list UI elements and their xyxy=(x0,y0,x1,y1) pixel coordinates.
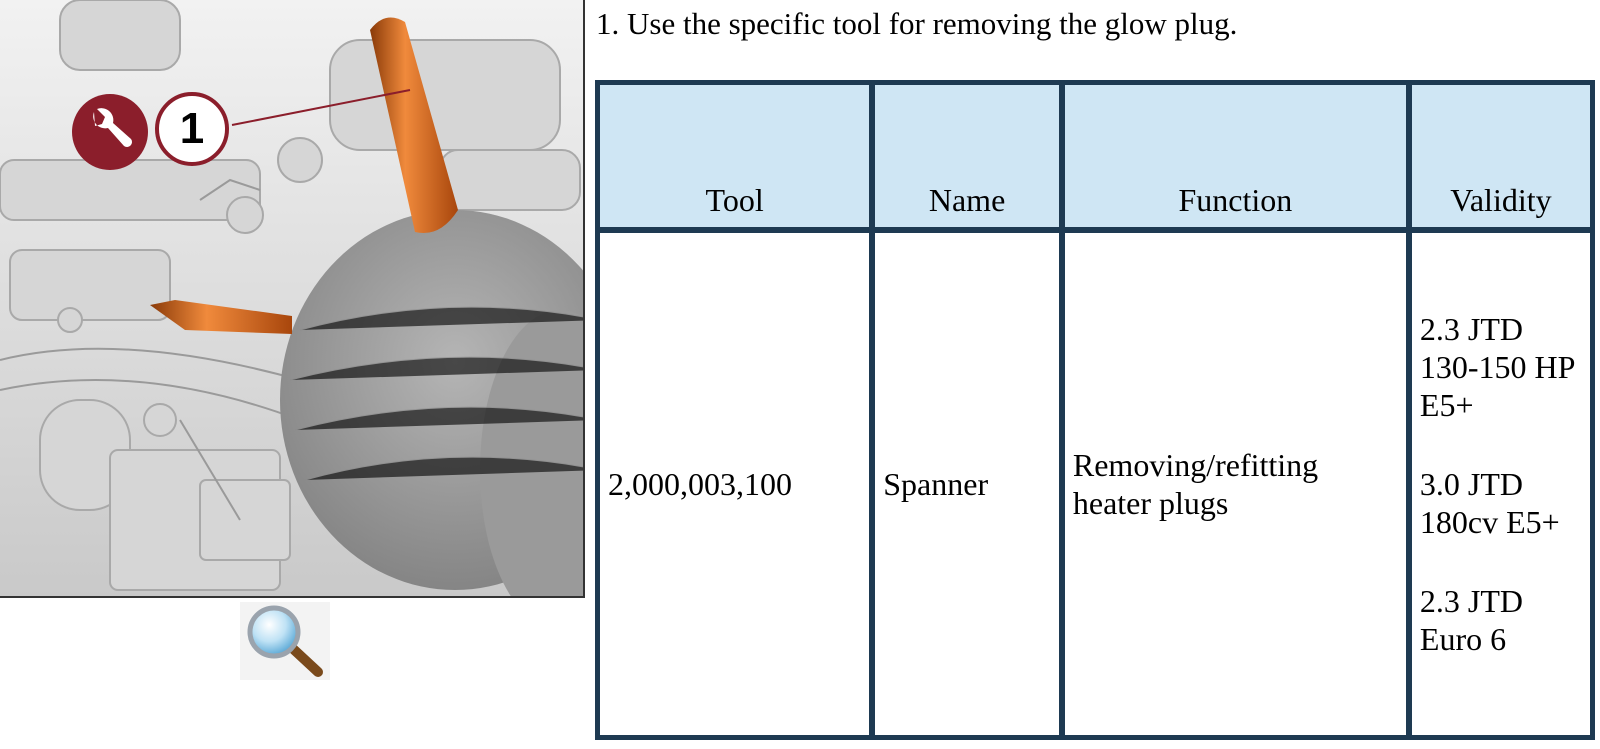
validity-item: 3.0 JTD 180cv E5+ xyxy=(1419,465,1560,541)
wrench-icon xyxy=(70,92,150,172)
zoom-button[interactable] xyxy=(240,602,330,680)
instruction-text: 1. Use the specific tool for removing the glow plug. xyxy=(596,6,1238,41)
validity-item: 2.3 JTD 130-150 HP E5+ xyxy=(1419,310,1575,424)
header-validity: Validity xyxy=(1409,82,1593,230)
header-function: Function xyxy=(1062,82,1409,230)
validity-item: 2.3 JTD Euro 6 xyxy=(1419,582,1523,657)
cell-validity xyxy=(1409,230,1593,738)
table-header-row xyxy=(597,82,1593,230)
cell-name: Spanner xyxy=(872,230,1062,738)
callout-number-badge xyxy=(155,92,229,166)
callout-number: 1 xyxy=(179,104,205,153)
table-row xyxy=(597,230,1593,738)
tools-table xyxy=(595,80,1595,740)
header-name: Name xyxy=(872,82,1062,230)
cell-tool: 2,000,003,100 xyxy=(597,230,872,738)
cell-function: Removing/refitting heater plugs xyxy=(1062,230,1409,738)
header-tool: Tool xyxy=(597,82,872,230)
engine-illustration xyxy=(0,0,585,598)
magnifier-icon xyxy=(240,602,330,680)
